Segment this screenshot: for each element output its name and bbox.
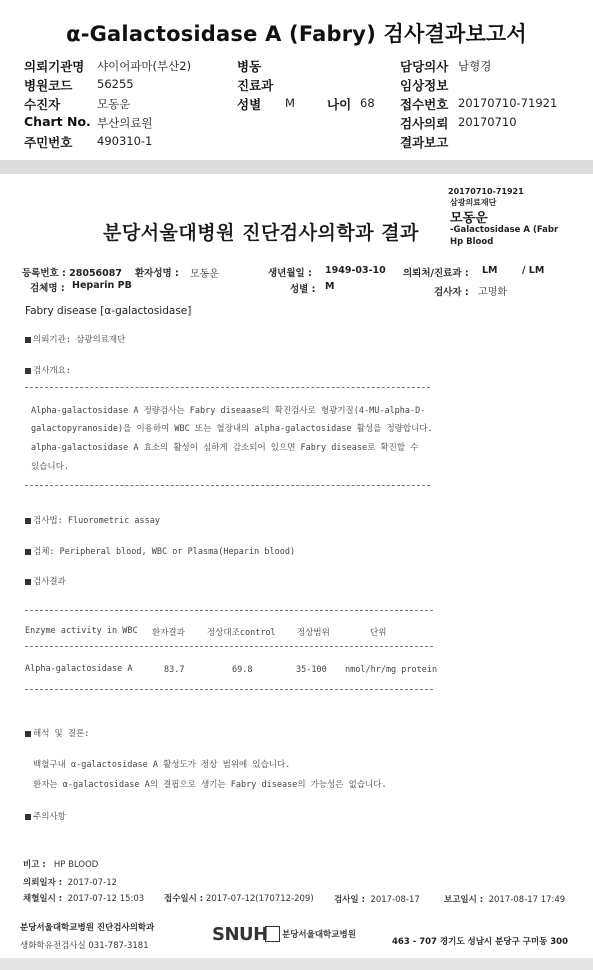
divider bbox=[25, 689, 433, 690]
result-title: 검사결과 bbox=[25, 575, 66, 587]
divider-band bbox=[0, 160, 593, 174]
scan-sex-label: 성별 : bbox=[290, 284, 316, 295]
bottom-band bbox=[0, 958, 593, 970]
method-line: 검사법: Fluorometric assay bbox=[25, 514, 160, 526]
snuh-logo: SNUH bbox=[212, 924, 268, 945]
req-date-line: 의뢰일자 : 2017-07-12 bbox=[23, 878, 118, 888]
sample-line: 검체: Peripheral blood, WBC or Plasma(Heparin blood) bbox=[25, 545, 295, 557]
examiner: 고명화 bbox=[478, 287, 507, 298]
divider bbox=[25, 610, 433, 611]
clinical-label: 임상정보 bbox=[400, 78, 449, 93]
table-header-4: 정상범위 bbox=[297, 628, 330, 638]
doctor-value: 남형경 bbox=[458, 59, 492, 73]
table-cell-control: 69.8 bbox=[232, 665, 253, 675]
chart-value: 부산의료원 bbox=[97, 116, 153, 130]
overview-line-1: Alpha-galactosidase A 정량검사는 Fabry diseaase의 확진검사로 형광기질(4-MU-alpha-D- bbox=[31, 406, 426, 416]
dob: 1949-03-10 bbox=[325, 265, 386, 276]
receipt-value: 20170710-71921 bbox=[458, 96, 558, 110]
overview-line-2: galactopyranoside)을 이용하여 WBC 또는 혈장내의 alpha-galactosidase 활성을 정량합니다. bbox=[31, 424, 433, 434]
divider bbox=[25, 485, 430, 486]
dob-label: 생년월일 : bbox=[268, 268, 312, 279]
divider bbox=[25, 387, 430, 388]
doctor-label: 담당의사 bbox=[400, 59, 449, 74]
address: 463 - 707 경기도 성남시 분당구 구미동 300 bbox=[392, 937, 569, 947]
patient-value: 모동운 bbox=[97, 97, 131, 111]
table-header-5: 단위 bbox=[370, 628, 387, 638]
reg-no: 등록번호 : 28056087 bbox=[22, 268, 123, 279]
rrn-value: 490310-1 bbox=[97, 134, 153, 148]
specimen: Heparin PB bbox=[72, 280, 132, 291]
dept-2: / LM bbox=[522, 265, 545, 276]
hospital-code-label: 병원코드 bbox=[24, 78, 73, 93]
report-label: 결과보고 bbox=[400, 135, 449, 150]
sticker-id: 20170710-71921 bbox=[448, 187, 524, 196]
hospital-code-value: 56255 bbox=[97, 77, 134, 91]
table-cell-unit: nmol/hr/mg protein bbox=[345, 665, 438, 675]
divider bbox=[25, 646, 433, 647]
dept-1: LM bbox=[482, 265, 498, 276]
collect-line: 채혈일시 : 2017-07-12 15:03 bbox=[23, 894, 145, 904]
note-line: 비고 : HP BLOOD bbox=[23, 860, 99, 870]
examiner-label: 검사자 : bbox=[434, 287, 469, 298]
sex-label: 성별 bbox=[237, 97, 262, 112]
specimen-label: 검체명 : bbox=[30, 283, 65, 294]
interp-line-1: 백혈구내 α-galactosidase A 활성도가 정상 범위에 있습니다. bbox=[33, 760, 291, 770]
table-header-1: Enzyme activity in WBC bbox=[25, 626, 138, 636]
table-header-3: 정상대조control bbox=[207, 628, 276, 638]
patient-label: 수진자 bbox=[24, 97, 61, 112]
sex-value: M bbox=[285, 96, 295, 110]
sticker-name: 모동운 bbox=[450, 211, 488, 226]
sticker-test: -Galactosidase A (Fabr bbox=[450, 225, 559, 235]
age-label: 나이 bbox=[327, 97, 352, 112]
req-org-value: 샤이어파마(부산2) bbox=[97, 59, 192, 73]
req-date-value: 20170710 bbox=[458, 115, 517, 129]
sticker-specimen: Hp Blood bbox=[450, 237, 494, 247]
age-value: 68 bbox=[360, 96, 375, 110]
test-date-line: 검사일 : 2017-08-17 bbox=[334, 895, 420, 905]
logo-subtitle: 분당서울대학교병원 bbox=[282, 930, 356, 940]
interp-title: 해석 및 결론: bbox=[25, 727, 89, 739]
patient-name-label: 환자성명 : bbox=[135, 268, 179, 279]
overview-title: 검사개요: bbox=[25, 364, 71, 376]
table-cell-name: Alpha-galactosidase A bbox=[25, 664, 133, 674]
receipt-label: 접수번호 bbox=[400, 97, 449, 112]
overview-line-4: 있습니다. bbox=[31, 462, 69, 472]
caution-title: 주의사항 bbox=[25, 810, 66, 822]
req-org-line: 의뢰기관: 삼광의료재단 bbox=[25, 333, 125, 345]
overview-line-3: alpha-galactosidase A 효소의 활성이 심하게 감소되어 있으면 Fabry disease로 확진할 수 bbox=[31, 443, 419, 453]
table-cell-range: 35-100 bbox=[296, 665, 327, 675]
ward-label: 병동 bbox=[237, 59, 262, 74]
patient-name: 모동운 bbox=[190, 269, 219, 280]
footer-lab: 생화학유전검사실 031-787-3181 bbox=[20, 941, 149, 951]
table-header-2: 환자결과 bbox=[152, 628, 185, 638]
scan-title: 분당서울대병원 진단검사의학과 결과 bbox=[103, 222, 419, 244]
logo-emblem-icon bbox=[265, 926, 280, 942]
req-org-label: 의뢰기관명 bbox=[24, 59, 85, 74]
interp-line-2: 환자는 α-galactosidase A의 결핍으로 생기는 Fabry disease의 가능성은 없습니다. bbox=[33, 780, 387, 790]
dept-label: 진료과 bbox=[237, 78, 274, 93]
chart-label: Chart No. bbox=[24, 114, 91, 129]
report-title: α-Galactosidase A (Fabry) 검사결과보고서 bbox=[66, 22, 527, 46]
req-date-label: 검사의뢰 bbox=[400, 116, 449, 131]
test-name: Fabry disease [α-galactosidase] bbox=[25, 305, 192, 317]
sticker-org: 삼광의료재단 bbox=[450, 198, 497, 207]
receipt-line: 접수일시 : 2017-07-12(170712-209) bbox=[164, 894, 314, 904]
table-cell-result: 83.7 bbox=[164, 665, 185, 675]
rrn-label: 주민번호 bbox=[24, 135, 73, 150]
dept-req-label: 의뢰처/진료과 : bbox=[403, 268, 469, 279]
report-time-line: 보고일시 : 2017-08-17 17:49 bbox=[444, 895, 566, 905]
footer-dept: 분당서울대학교병원 진단검사의학과 bbox=[20, 923, 155, 933]
scan-sex: M bbox=[325, 281, 335, 292]
